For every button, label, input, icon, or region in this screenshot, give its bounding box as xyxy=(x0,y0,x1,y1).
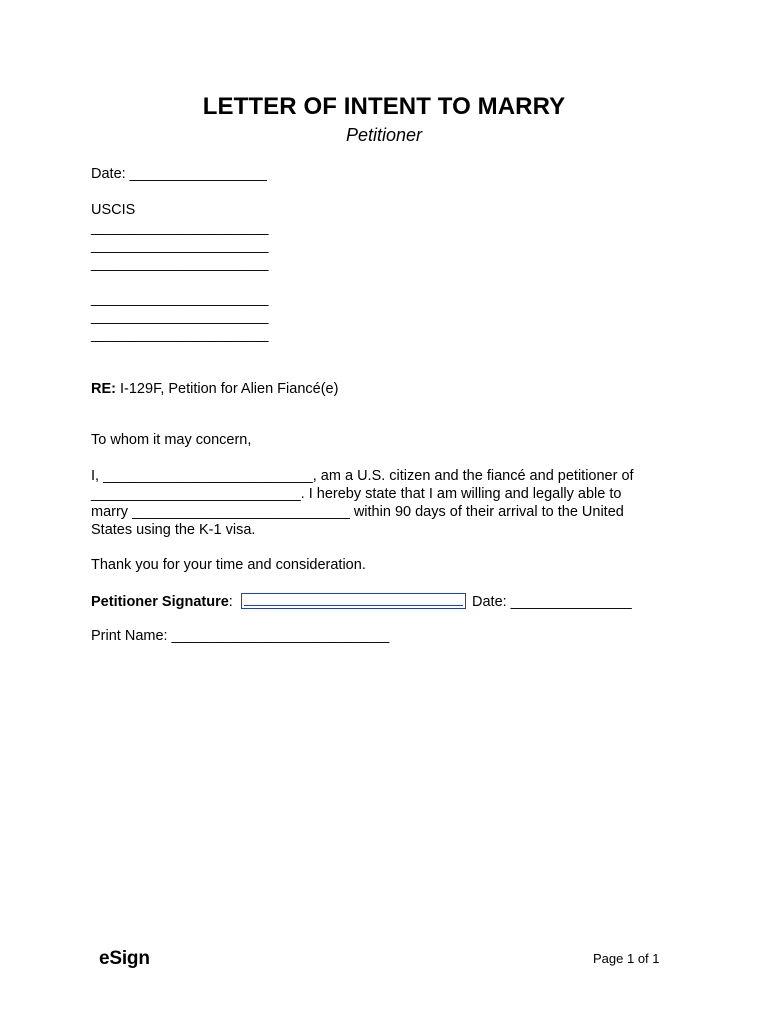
re-label: RE: xyxy=(91,381,116,397)
page-number: Page 1 of 1 xyxy=(593,951,660,966)
print-name-line: Print Name: ___________________________ xyxy=(91,628,390,644)
signature-colon: : xyxy=(228,594,233,610)
address-line: ______________________ xyxy=(91,327,269,343)
signature-label: Petitioner Signature xyxy=(91,594,229,610)
signature-date: Date: _______________ xyxy=(472,594,632,610)
address-line: ______________________ xyxy=(91,309,269,325)
body-line: States using the K-1 visa. xyxy=(91,522,256,538)
signature-field-underline xyxy=(244,605,463,606)
document-title: LETTER OF INTENT TO MARRY xyxy=(202,93,566,120)
address-line: ______________________ xyxy=(91,238,269,254)
signature-field[interactable] xyxy=(241,593,466,609)
document-subtitle: Petitioner xyxy=(345,125,423,145)
closing-line: Thank you for your time and consideration. xyxy=(91,557,366,573)
recipient-label: USCIS xyxy=(91,202,136,218)
address-line: ______________________ xyxy=(91,256,269,272)
date-line: Date: _________________ xyxy=(91,166,267,182)
body-line: marry ___________________________ within 90 days of their arrival to the United xyxy=(91,504,624,520)
address-line: ______________________ xyxy=(91,291,269,307)
re-text: I-129F, Petition for Alien Fiancé(e) xyxy=(115,381,339,397)
salutation: To whom it may concern, xyxy=(91,432,252,448)
esign-logo: eSign xyxy=(99,948,150,969)
body-line: __________________________. I hereby state that I am willing and legally able to xyxy=(91,486,622,502)
signature-label-line xyxy=(91,594,233,610)
address-line: ______________________ xyxy=(91,220,269,236)
body-line: I, __________________________, am a U.S. citizen and the fiancé and petitioner of xyxy=(91,468,634,484)
re-line xyxy=(91,381,338,397)
